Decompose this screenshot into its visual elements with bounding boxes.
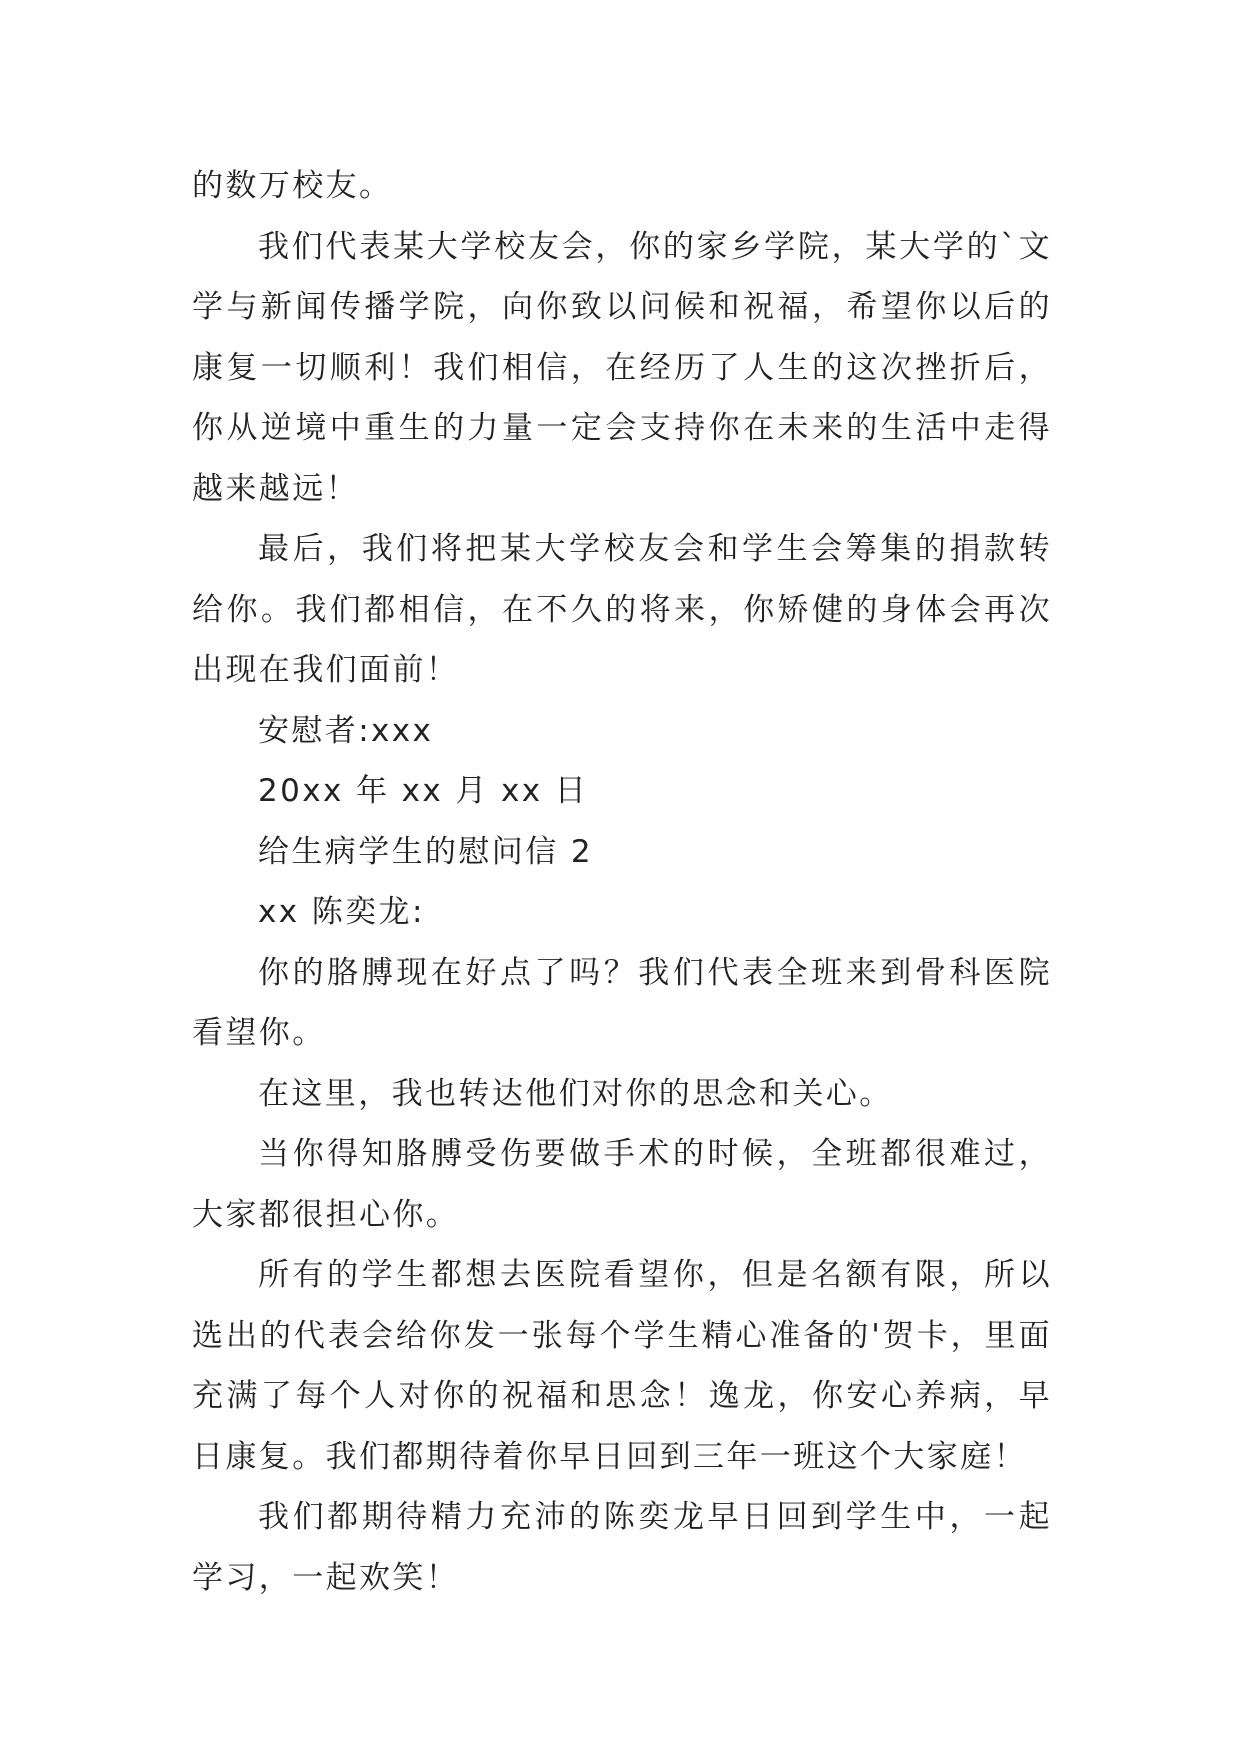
salutation: xx 陈奕龙: [258, 894, 425, 930]
paragraph: 我们代表某大学校友会，你的家乡学院，某大学的`文学与新闻传播学院，向你致以问候和祝福，希望你以后的康复一切顺利！我们相信，在经历了人生的这次挫折后，你从逆境中重生的力量一定会支持你在未来的生活中走得越来越远！ [192, 228, 1052, 507]
paragraph: 所有的学生都想去医院看望你，但是名额有限，所以选出的代表会给你发一张每个学生精心准备的'贺卡，里面充满了每个人对你的祝福和思念！逸龙，你安心养病，早日康复。我们都期待着你早日回到三年一班这个大家庭！ [192, 1257, 1052, 1475]
signature-line: 安慰者:xxx [258, 712, 434, 749]
paragraph: 的数万校友。 [192, 168, 393, 204]
section-title: 给生病学生的慰问信 2 [258, 833, 593, 870]
paragraph: 我们都期待精力充沛的陈奕龙早日回到学生中，一起学习，一起欢笑！ [192, 1499, 1052, 1596]
paragraph: 当你得知胳膊受伤要做手术的时候，全班都很难过，大家都很担心你。 [192, 1136, 1052, 1233]
paragraph: 你的胳膊现在好点了吗？我们代表全班来到骨科医院看望你。 [192, 954, 1052, 1051]
paragraph: 在这里，我也转达他们对你的思念和关心。 [258, 1075, 893, 1112]
letter-body [192, 156, 1052, 1608]
date-line: 20xx 年 xx 月 xx 日 [258, 773, 589, 809]
paragraph: 最后，我们将把某大学校友会和学生会筹集的捐款转给你。我们都相信，在不久的将来，你矫健的身体会再次出现在我们面前！ [192, 531, 1052, 688]
